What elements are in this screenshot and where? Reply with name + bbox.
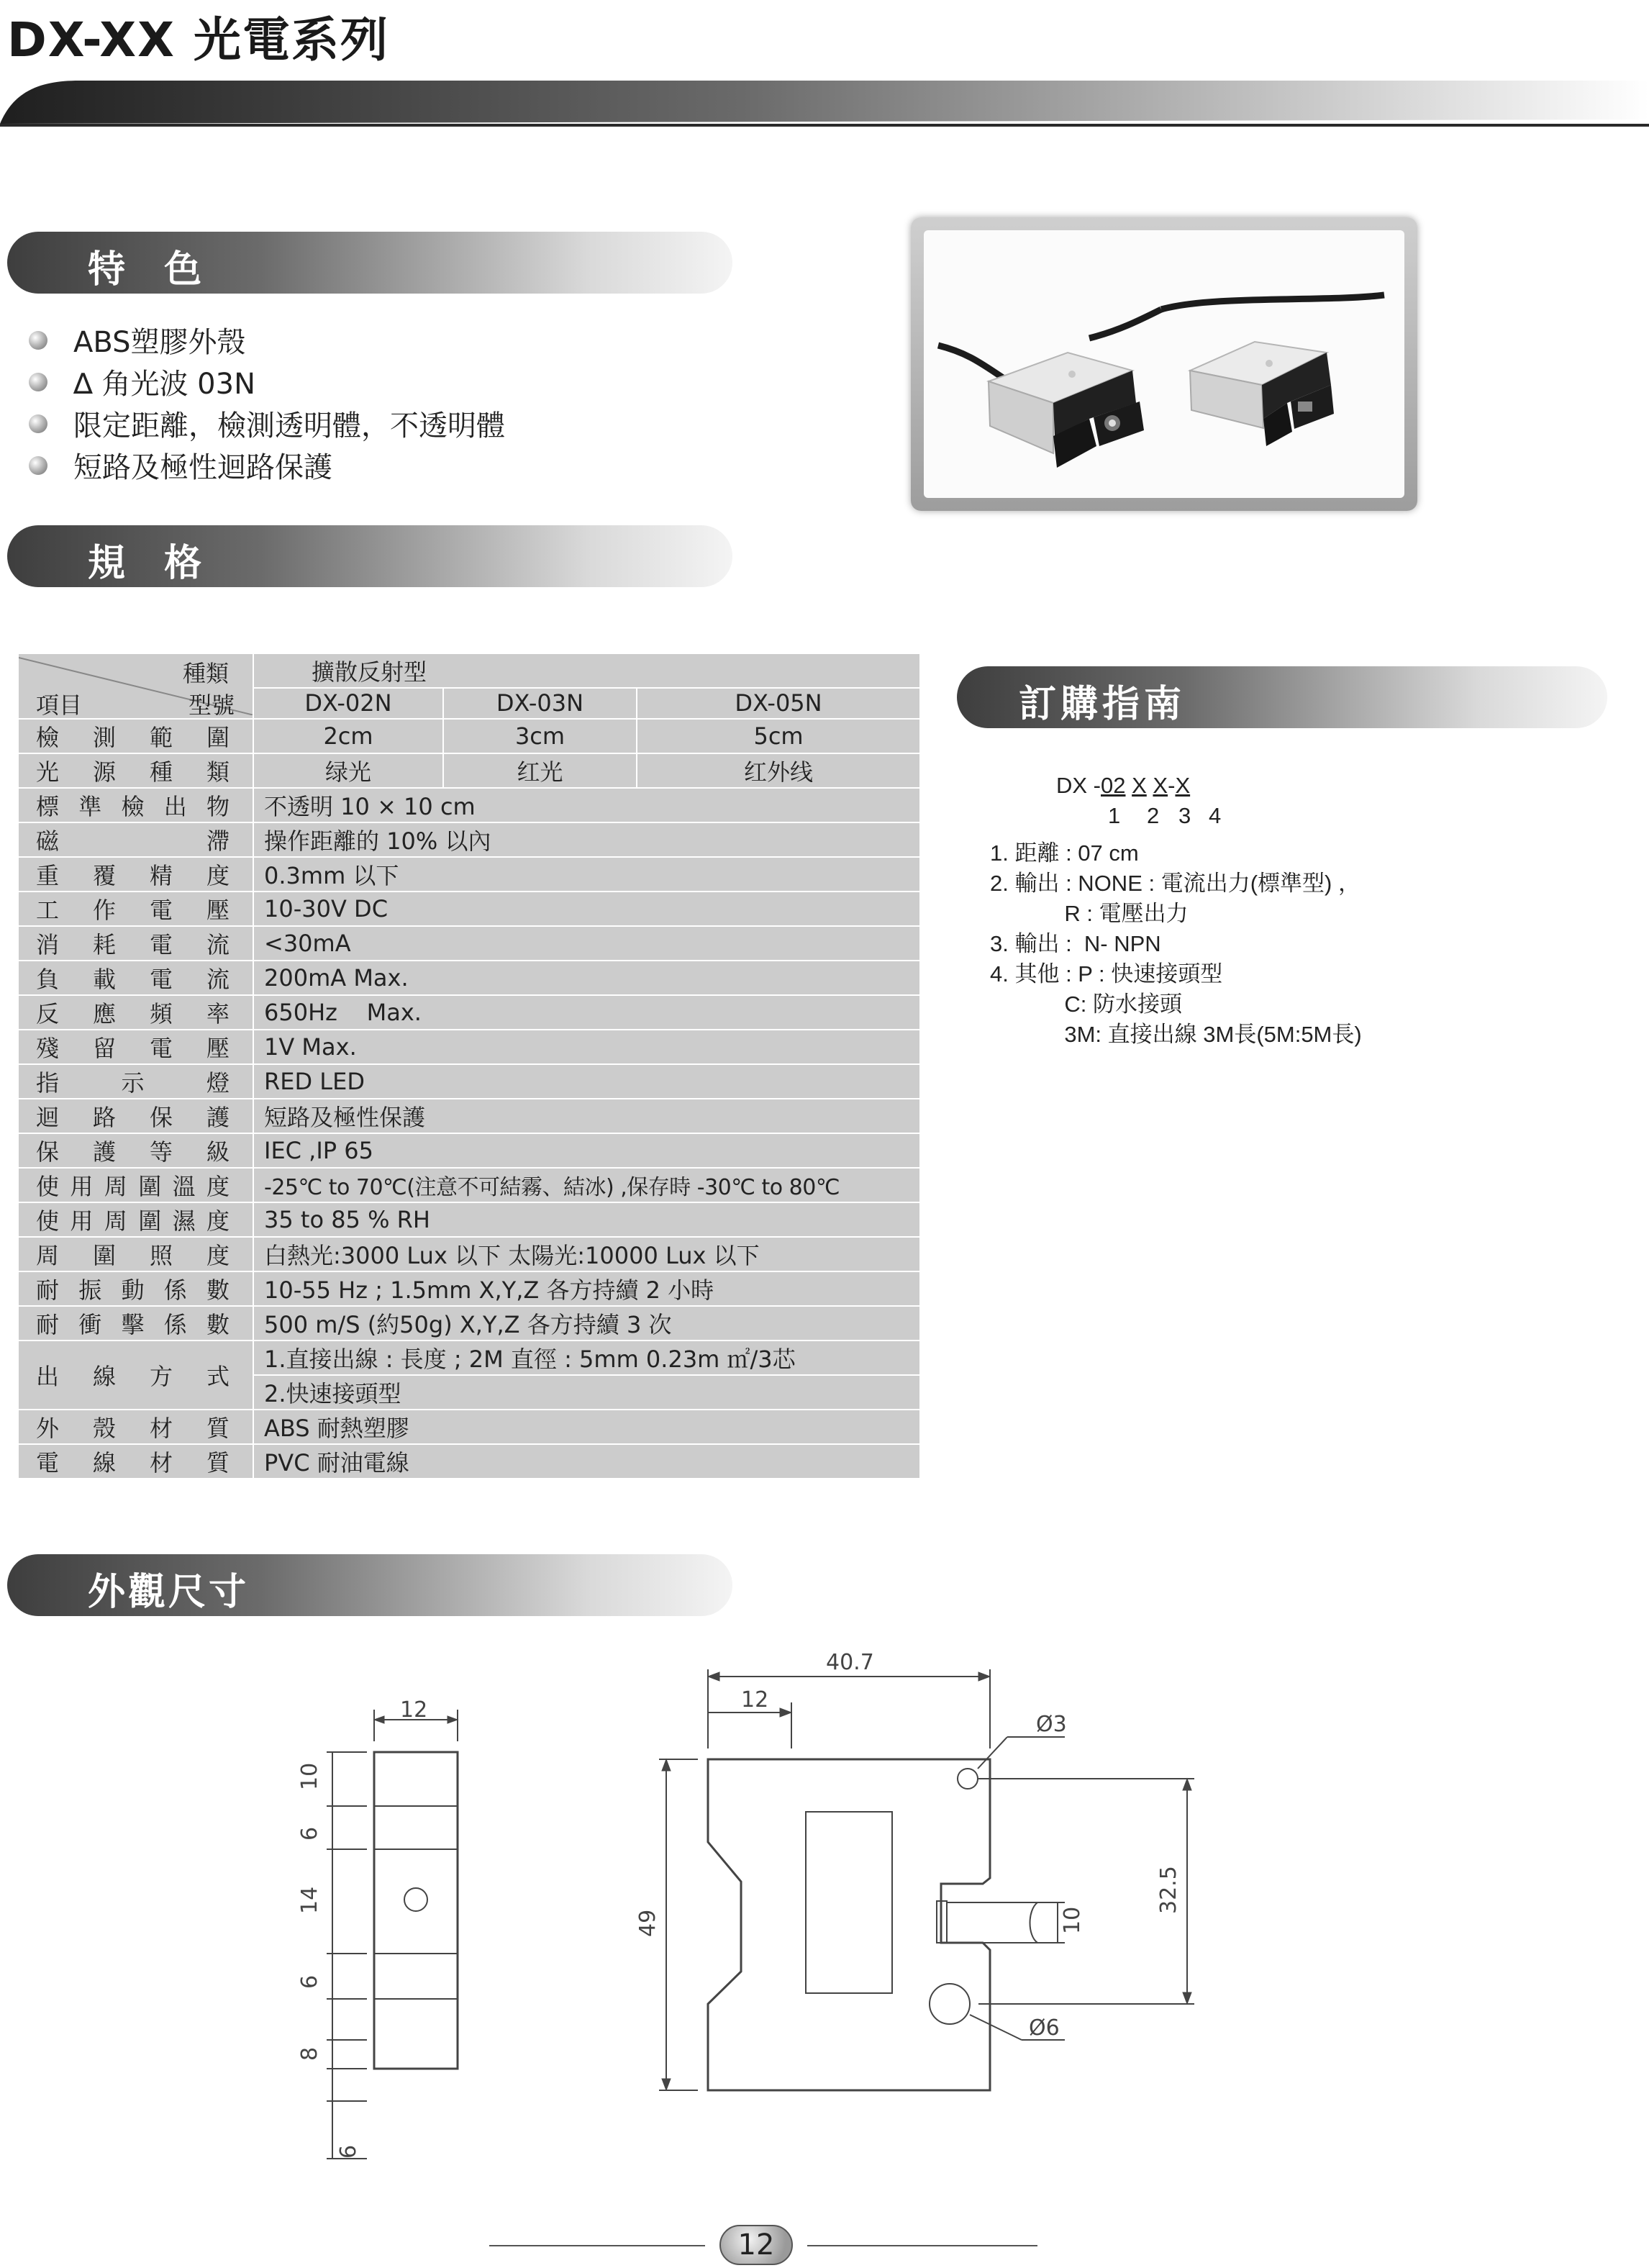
row-label: 外 殼 材 質 bbox=[18, 1410, 253, 1444]
row-value: 操作距離的 10% 以內 bbox=[253, 822, 920, 857]
row-label: 工 作 電 壓 bbox=[18, 892, 253, 926]
table-row bbox=[18, 1410, 920, 1444]
header-bar bbox=[0, 81, 1649, 127]
dim-label: 6 bbox=[336, 2144, 361, 2159]
row-value: IEC ,IP 65 bbox=[253, 1133, 920, 1168]
footer-rule-right bbox=[807, 2245, 1037, 2246]
code-part: X bbox=[1175, 773, 1191, 798]
row-label: 電 線 材 質 bbox=[18, 1444, 253, 1479]
row-value: ABS 耐熱塑膠 bbox=[253, 1410, 920, 1444]
specs-heading: 規 格 bbox=[88, 542, 215, 585]
order-line: R : 電壓出力 bbox=[990, 901, 1189, 926]
row-value: 0.3mm 以下 bbox=[253, 857, 920, 892]
row-value: 1V Max. bbox=[253, 1030, 920, 1064]
table-row bbox=[18, 926, 920, 961]
range-cell: 2cm bbox=[253, 719, 443, 753]
order-section-header bbox=[957, 666, 1607, 728]
page-title: DX-XX 光電系列 bbox=[7, 12, 390, 68]
table-row bbox=[18, 892, 920, 926]
range-cell: 3cm bbox=[443, 719, 637, 753]
table-row bbox=[18, 1237, 920, 1271]
dim-label: 10 bbox=[297, 1762, 322, 1790]
order-line: 3M: 直接出線 3M長(5M:5M長) bbox=[990, 1022, 1362, 1047]
table-row bbox=[18, 1030, 920, 1064]
dim-label: Ø6 bbox=[1029, 2015, 1060, 2041]
code-index: 1 bbox=[1108, 803, 1121, 828]
table-row bbox=[18, 1271, 920, 1306]
code-index: 4 bbox=[1209, 803, 1222, 828]
row-label: 磁 滯 bbox=[18, 822, 253, 857]
code-index: 2 bbox=[1147, 803, 1160, 828]
table-row bbox=[18, 653, 920, 688]
table-row bbox=[18, 995, 920, 1030]
bullet-icon bbox=[29, 414, 47, 433]
bullet-icon bbox=[29, 331, 47, 350]
order-code: DX -02 X X-X bbox=[1056, 773, 1191, 798]
row-value: 650Hz Max. bbox=[253, 995, 920, 1030]
row-value: RED LED bbox=[253, 1064, 920, 1099]
row-label: 光 源 種 類 bbox=[18, 753, 253, 788]
row-value: 10-30V DC bbox=[253, 892, 920, 926]
table-row bbox=[18, 1306, 920, 1341]
dim-label: 40.7 bbox=[826, 1650, 874, 1675]
row-value: 白熱光:3000 Lux 以下 太陽光:10000 Lux 以下 bbox=[253, 1237, 920, 1271]
spec-table bbox=[17, 653, 921, 1479]
row-label: 檢 測 範 圍 bbox=[18, 719, 253, 753]
dim-label: 12 bbox=[741, 1687, 769, 1713]
row-label: 使用周圍溫度 bbox=[18, 1168, 253, 1202]
row-label: 重 覆 精 度 bbox=[18, 857, 253, 892]
type-value-cell: 擴散反射型 bbox=[253, 653, 920, 688]
dimensions-heading: 外觀尺寸 bbox=[88, 1571, 250, 1614]
table-row bbox=[18, 1202, 920, 1237]
order-line: 3. 輸出 : N- NPN bbox=[990, 931, 1161, 956]
dim-label: 32.5 bbox=[1156, 1866, 1181, 1914]
table-row bbox=[18, 1341, 920, 1375]
table-row bbox=[18, 753, 920, 788]
feature-item: ABS塑膠外殼 bbox=[29, 319, 246, 360]
table-row bbox=[18, 1099, 920, 1133]
row-label: 保 護 等 級 bbox=[18, 1133, 253, 1168]
product-photo-frame bbox=[911, 217, 1417, 511]
row-value: 10-55 Hz ; 1.5mm X,Y,Z 各方持續 2 小時 bbox=[253, 1271, 920, 1306]
page-number: 12 bbox=[719, 2225, 793, 2265]
table-row bbox=[18, 1133, 920, 1168]
table-row bbox=[18, 1064, 920, 1099]
side-view-drawing bbox=[288, 1698, 504, 2173]
feature-item: ∆ 角光波 03N bbox=[29, 361, 255, 402]
model-cell: DX-05N bbox=[637, 688, 920, 719]
dim-label: 12 bbox=[400, 1698, 428, 1723]
code-part: X bbox=[1132, 773, 1147, 798]
model-cell: DX-02N bbox=[253, 688, 443, 719]
row-value: PVC 耐油電線 bbox=[253, 1444, 920, 1479]
features-heading: 特 色 bbox=[88, 248, 215, 291]
header-item-label: 項目 bbox=[36, 691, 83, 719]
order-line: 2. 輸出 : NONE : 電流出力(標準型) ， bbox=[990, 871, 1360, 896]
model-cell: DX-03N bbox=[443, 688, 637, 719]
row-label: 標 準 檢 出 物 bbox=[18, 788, 253, 822]
table-row bbox=[18, 719, 920, 753]
row-value: 1.直接出線 : 長度 ; 2M 直徑 : 5mm 0.23m ㎡/3芯 bbox=[253, 1341, 920, 1375]
range-cell: 5cm bbox=[637, 719, 920, 753]
row-label: 迴 路 保 護 bbox=[18, 1099, 253, 1133]
code-index: 3 bbox=[1178, 803, 1191, 828]
row-value: 200mA Max. bbox=[253, 961, 920, 995]
order-line: 1. 距離 : 07 cm bbox=[990, 840, 1139, 866]
row-label: 使用周圍濕度 bbox=[18, 1202, 253, 1237]
row-label: 殘 留 電 壓 bbox=[18, 1030, 253, 1064]
dim-label: 6 bbox=[297, 1826, 322, 1841]
feature-item: 短路及極性迴路保護 bbox=[29, 445, 332, 486]
row-value: 短路及極性保護 bbox=[253, 1099, 920, 1133]
bullet-icon bbox=[29, 456, 47, 475]
light-cell: 红光 bbox=[443, 753, 637, 788]
dim-label: 14 bbox=[297, 1886, 322, 1914]
order-line: 4. 其他 : P : 快速接頭型 bbox=[990, 961, 1223, 986]
table-row bbox=[18, 961, 920, 995]
row-value: <30mA bbox=[253, 926, 920, 961]
bullet-icon bbox=[29, 373, 47, 391]
dim-label: 6 bbox=[297, 1974, 322, 1989]
row-value: 不透明 10 × 10 cm bbox=[253, 788, 920, 822]
specs-section-header bbox=[7, 525, 732, 587]
row-label: 負 載 電 流 bbox=[18, 961, 253, 995]
row-value: -25℃ to 70℃(注意不可結霧、結冰) ,保存時 -30℃ to 80℃ bbox=[253, 1168, 920, 1202]
row-label: 指 示 燈 bbox=[18, 1064, 253, 1099]
feature-item: 限定距離，檢測透明體，不透明體 bbox=[29, 403, 505, 444]
dim-label: Ø3 bbox=[1036, 1712, 1067, 1737]
order-heading: 訂購指南 bbox=[1019, 683, 1186, 726]
table-row bbox=[18, 822, 920, 857]
order-line: C: 防水接頭 bbox=[990, 992, 1182, 1017]
table-row bbox=[18, 1444, 920, 1479]
features-section-header bbox=[7, 232, 732, 294]
row-label: 消 耗 電 流 bbox=[18, 926, 253, 961]
row-label: 周 圍 照 度 bbox=[18, 1237, 253, 1271]
table-corner-cell bbox=[18, 653, 253, 719]
code-part: 02 bbox=[1101, 773, 1126, 798]
row-value: 2.快速接頭型 bbox=[253, 1375, 920, 1410]
row-label: 出 線 方 式 bbox=[18, 1341, 253, 1410]
row-label: 反 應 頻 率 bbox=[18, 995, 253, 1030]
footer-rule-left bbox=[489, 2245, 705, 2246]
row-label: 耐 振 動 係 數 bbox=[18, 1271, 253, 1306]
light-cell: 红外线 bbox=[637, 753, 920, 788]
dim-label: 49 bbox=[635, 1909, 660, 1937]
table-row bbox=[18, 788, 920, 822]
header-type-label: 種類 bbox=[183, 660, 230, 687]
code-part: X bbox=[1153, 773, 1168, 798]
table-row bbox=[18, 857, 920, 892]
dim-label: 8 bbox=[297, 2046, 322, 2061]
dimensions-section-header bbox=[7, 1554, 732, 1616]
dim-label: 10 bbox=[1060, 1906, 1085, 1934]
row-value: 35 to 85 % RH bbox=[253, 1202, 920, 1237]
table-row bbox=[18, 1168, 920, 1202]
light-cell: 绿光 bbox=[253, 753, 443, 788]
front-view-drawing bbox=[619, 1641, 1209, 2115]
row-value: 500 m/S (約50g) X,Y,Z 各方持續 3 次 bbox=[253, 1306, 920, 1341]
row-label: 耐 衝 擊 係 數 bbox=[18, 1306, 253, 1341]
header-model-label: 型號 bbox=[188, 691, 235, 719]
product-photo bbox=[924, 230, 1404, 498]
